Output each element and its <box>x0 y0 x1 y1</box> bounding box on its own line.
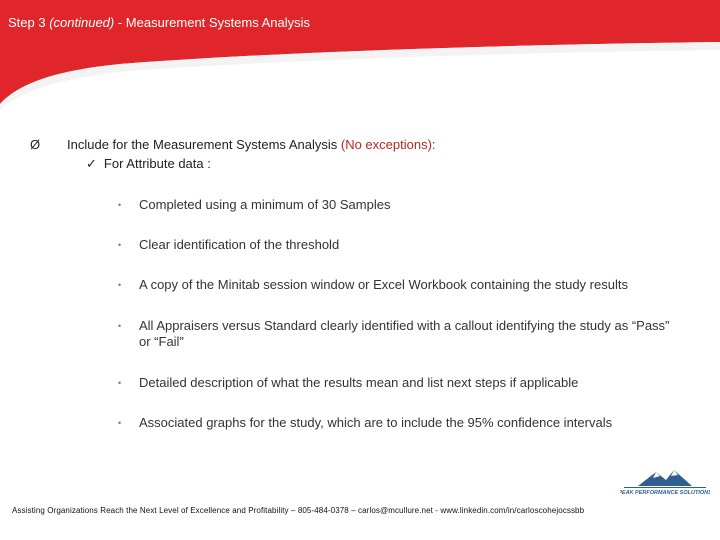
list-item-text: A copy of the Minitab session window or Excel Workbook containing the study results <box>139 277 628 292</box>
list-item-text: Clear identification of the threshold <box>139 237 340 252</box>
heading-text: Include for the Measurement Systems Analysis <box>67 137 341 152</box>
list-item <box>118 197 678 213</box>
sub-heading <box>86 156 211 172</box>
company-logo <box>620 466 710 500</box>
bullet-dot-icon: • <box>118 418 122 428</box>
title-continued: (continued) <box>49 15 115 30</box>
checkmark-icon: ✓ <box>86 156 97 171</box>
list-item <box>118 277 678 293</box>
title-suffix: - Measurement Systems Analysis <box>114 15 311 30</box>
mountain-logo-icon <box>620 466 710 500</box>
list-item-text: Detailed description of what the results mean and list next steps if applicable <box>139 375 579 390</box>
list-item-text: Completed using a minimum of 30 Samples <box>139 197 391 212</box>
title-prefix: Step 3 <box>8 15 50 30</box>
heading-accent: (No exceptions): <box>340 137 436 152</box>
main-heading <box>67 137 436 152</box>
bullet-dot-icon: • <box>118 200 122 210</box>
list-item <box>118 318 678 350</box>
arrow-bullet-icon: Ø <box>30 137 41 152</box>
list-item-text: All Appraisers versus Standard clearly identified with a callout identifying the study as “Pass” or “Fail” <box>139 318 670 349</box>
bullet-dot-icon: • <box>118 240 122 250</box>
bullet-dot-icon: • <box>118 378 122 388</box>
logo-text: PEAK PERFORMANCE SOLUTIONS <box>620 490 710 496</box>
bullet-dot-icon: • <box>118 280 122 290</box>
bullet-dot-icon: • <box>118 321 122 331</box>
list-item <box>118 375 678 391</box>
page-title <box>8 15 310 30</box>
list-item-text: Associated graphs for the study, which are to include the 95% confidence intervals <box>139 415 613 430</box>
footer-text: Assisting Organizations Reach the Next Level of Excellence and Profitability – 805-484-0378 – carlos@mcullure.net - www.linkedin.com/in/carloscohejocssbb <box>12 506 585 515</box>
list-item <box>118 237 678 253</box>
sub-heading-text: For Attribute data : <box>103 156 211 171</box>
list-item <box>118 415 678 431</box>
header-banner <box>0 0 720 110</box>
